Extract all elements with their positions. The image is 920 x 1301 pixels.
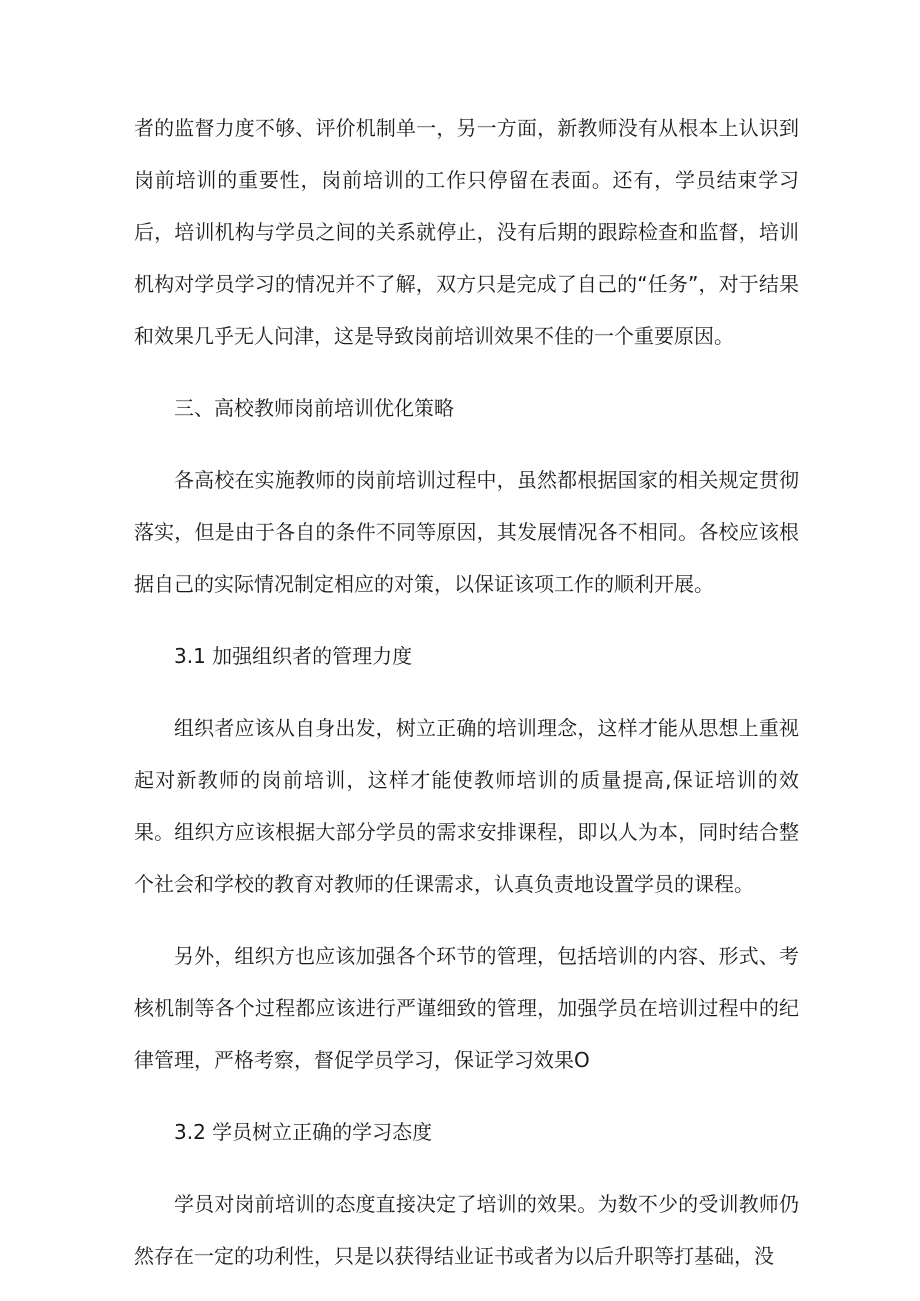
body-paragraph-1: 者的监督力度不够、评价机制单一，另一方面，新教师没有从根本上认识到岗前培训的重要性，岗前培训的工作只停留在表面。还有，学员结束学习后，培训机构与学员之间的关系就停止，没有后期的跟踪检查和监督，培训机构对学员学习的情况并不了解，双方只是完成了自己的“任务”，对于结果和效果几乎无人问津，这是导致岗前培训效果不佳的一个重要原因。 — [134, 116, 799, 348]
body-paragraph-5: 学员对岗前培训的态度直接决定了培训的效果。为数不少的受训教师仍然存在一定的功利性，只是以获得结业证书或者为以后升职等打基础，没 — [134, 1192, 799, 1268]
document-body — [134, 102, 799, 1282]
section-heading-3: 三、高校教师岗前培训优化策略 — [174, 396, 454, 420]
body-paragraph-4: 另外，组织方也应该加强各个环节的管理，包括培训的内容、形式、考核机制等各个过程都应该进行严谨细致的管理，加强学员在培训过程中的纪律管理，严格考察，督促学员学习，保证学习效果O — [134, 944, 799, 1072]
body-paragraph-2: 各高校在实施教师的岗前培训过程中，虽然都根据国家的相关规定贯彻落实，但是由于各自的条件不同等原因，其发展情况各不相同。各校应该根据自己的实际情况制定相应的对策，以保证该项工作的顺利开展。 — [134, 468, 799, 596]
subsection-heading-3-2: 3.2 学员树立正确的学习态度 — [174, 1120, 433, 1144]
subsection-heading-3-1: 3.1 加强组织者的管理力度 — [174, 644, 413, 668]
body-paragraph-3: 组织者应该从自身出发，树立正确的培训理念，这样才能从思想上重视起对新教师的岗前培训，这样才能使教师培训的质量提高,保证培训的效果。组织方应该根据大部分学员的需求安排课程，即以人为本，同时结合整个社会和学校的教育对教师的任课需求，认真负责地设置学员的课程。 — [134, 716, 799, 896]
